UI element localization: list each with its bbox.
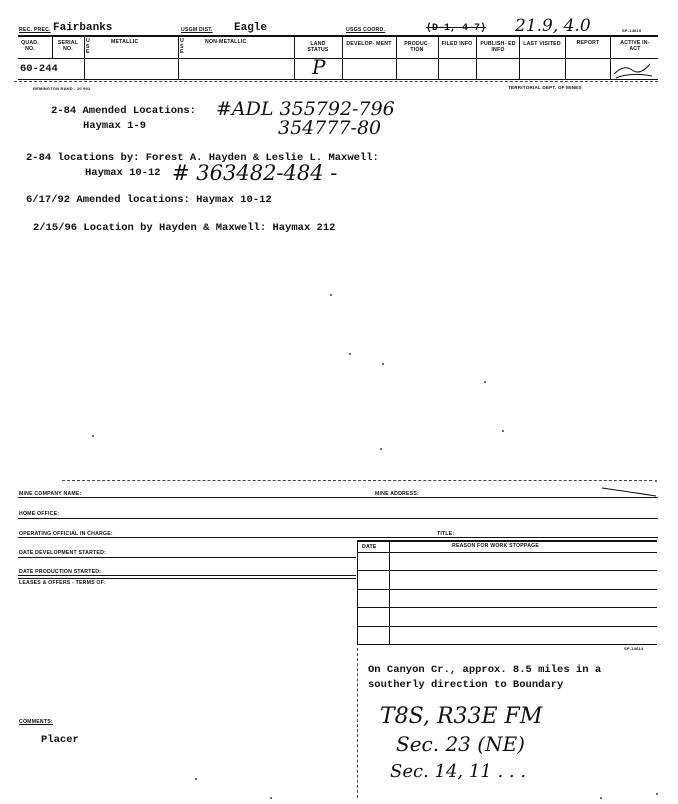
divider bbox=[357, 540, 358, 645]
scan-speck bbox=[382, 363, 384, 365]
comments-value: Placer bbox=[41, 734, 79, 746]
scan-speck bbox=[92, 435, 94, 437]
last-visited-label: LAST VISITED bbox=[523, 41, 561, 47]
pen-stroke-icon bbox=[600, 484, 658, 498]
active-checkmark-icon bbox=[610, 58, 658, 82]
coord-handwritten: 21.9, 4.0 bbox=[515, 16, 591, 36]
active-inactive-label: ACTIVE IN-ACT bbox=[620, 40, 650, 52]
entry-4-line1: 2/15/96 Location by Hayden & Maxwell: Haymax 212 bbox=[33, 222, 336, 234]
divider bbox=[357, 589, 657, 590]
location-text-2: southerly direction to Boundary bbox=[368, 679, 564, 691]
divider bbox=[18, 537, 658, 538]
mine-company-name-label: MINE COMPANY NAME: bbox=[19, 491, 82, 497]
scan-speck bbox=[195, 778, 197, 780]
entry-1-handwritten-2: 354777-80 bbox=[278, 117, 382, 139]
rec-prec-label: REC. PREC. bbox=[19, 27, 51, 33]
divider bbox=[396, 36, 397, 79]
divider bbox=[178, 36, 179, 79]
scan-speck bbox=[349, 353, 351, 355]
divider bbox=[18, 497, 658, 498]
date-label: DATE bbox=[362, 544, 377, 550]
divider bbox=[519, 36, 520, 79]
divider bbox=[389, 540, 390, 645]
row2-divider bbox=[18, 58, 658, 59]
printer-credit: REMINGTON RAND - 20 902 bbox=[33, 86, 91, 91]
scan-speck bbox=[655, 480, 657, 482]
usgs-coord-value: (D-1, 4-7) bbox=[426, 23, 487, 34]
production-label: PRODUC- TION bbox=[404, 41, 430, 53]
territorial-dept: TERRITORIAL DEPT. OF MINES bbox=[508, 85, 582, 90]
entry-1-line1: 2-84 Amended Locations: bbox=[51, 105, 196, 117]
land-status-mark: P bbox=[312, 55, 326, 79]
perforation-line bbox=[14, 81, 658, 82]
land-status-label: LAND STATUS bbox=[307, 41, 329, 53]
filed-info-label: FILED INFO bbox=[441, 41, 473, 47]
scan-speck bbox=[600, 797, 602, 799]
development-label: DEVELOP- MENT bbox=[346, 41, 392, 47]
scan-speck bbox=[380, 448, 382, 450]
form-number-bottom: SP-14614 bbox=[624, 646, 644, 651]
usgs-coord-label: USGS COORD. bbox=[346, 27, 386, 33]
date-production-started-label: DATE PRODUCTION STARTED: bbox=[19, 569, 102, 575]
divider bbox=[357, 626, 657, 627]
divider bbox=[476, 36, 477, 79]
quad-value: 60-244 bbox=[20, 63, 58, 75]
entry-1-line2: Haymax 1-9 bbox=[83, 120, 147, 132]
divider bbox=[18, 518, 658, 519]
scan-speck bbox=[656, 793, 658, 795]
metallic-label: METALLIC bbox=[111, 39, 139, 45]
comments-label: COMMENTS: bbox=[19, 719, 53, 725]
scan-speck bbox=[330, 294, 332, 296]
entry-2-handwritten: # 363482-484 - bbox=[172, 161, 338, 185]
location-text-1: On Canyon Cr., approx. 8.5 miles in a bbox=[368, 664, 602, 676]
divider bbox=[357, 570, 657, 571]
stoppage-table-top bbox=[357, 540, 657, 542]
handwritten-section-2: Sec. 14, 11 . . . bbox=[390, 761, 527, 782]
rec-prec-value: Fairbanks bbox=[53, 22, 113, 34]
divider bbox=[18, 557, 356, 558]
scan-speck bbox=[484, 381, 486, 383]
form-number-top: SP-14610 bbox=[622, 28, 642, 33]
title-label: TITLE: bbox=[437, 531, 455, 537]
divider bbox=[342, 36, 343, 79]
usgm-dist-value: Eagle bbox=[234, 22, 268, 34]
usgm-dist-label: USGM DIST. bbox=[181, 27, 213, 33]
divider bbox=[438, 36, 439, 79]
divider bbox=[357, 607, 657, 608]
reason-work-stoppage-label: REASON FOR WORK STOPPAGE bbox=[452, 543, 540, 549]
location-column-line bbox=[357, 648, 358, 798]
divider bbox=[565, 36, 566, 79]
home-office-label: HOME OFFICE: bbox=[19, 511, 60, 517]
entry-2-line1: 2-84 locations by: Forest A. Hayden & Leslie L. Maxwell: bbox=[26, 152, 379, 164]
published-info-label: PUBLISH- ED INFO bbox=[480, 41, 516, 53]
use-label-1: U S E bbox=[86, 38, 90, 55]
operating-official-label: OPERATING OFFICIAL IN CHARGE: bbox=[19, 531, 113, 537]
entry-1-handwritten-1: #ADL 355792-796 bbox=[216, 98, 395, 120]
bottom-perforation bbox=[62, 480, 652, 481]
divider bbox=[84, 36, 85, 79]
entry-2-line2: Haymax 10-12 bbox=[85, 167, 161, 179]
date-development-started-label: DATE DEVELOPMENT STARTED: bbox=[19, 550, 106, 556]
leases-offers-label: LEASES & OFFERS - TERMS OF: bbox=[19, 580, 106, 586]
report-label: REPORT bbox=[576, 40, 600, 46]
divider bbox=[294, 36, 295, 79]
scan-speck bbox=[502, 430, 504, 432]
scan-speck bbox=[270, 797, 272, 799]
handwritten-section-1: Sec. 23 (NE) bbox=[396, 732, 525, 756]
non-metallic-label: NON-METALLIC bbox=[205, 39, 247, 45]
serial-no-label: SERIAL NO. bbox=[57, 40, 79, 52]
use-label-2: U S E bbox=[180, 38, 184, 55]
entry-3-line1: 6/17/92 Amended locations: Haymax 10-12 bbox=[26, 194, 272, 206]
mine-address-label: MINE ADDRESS: bbox=[375, 491, 419, 497]
handwritten-township: T8S, R33E FM bbox=[380, 704, 543, 729]
divider bbox=[357, 552, 657, 553]
divider bbox=[18, 575, 356, 576]
divider bbox=[18, 578, 356, 579]
divider bbox=[357, 644, 657, 645]
quad-no-label: QUAD. NO. bbox=[21, 40, 39, 52]
row2-bottom bbox=[18, 79, 658, 80]
